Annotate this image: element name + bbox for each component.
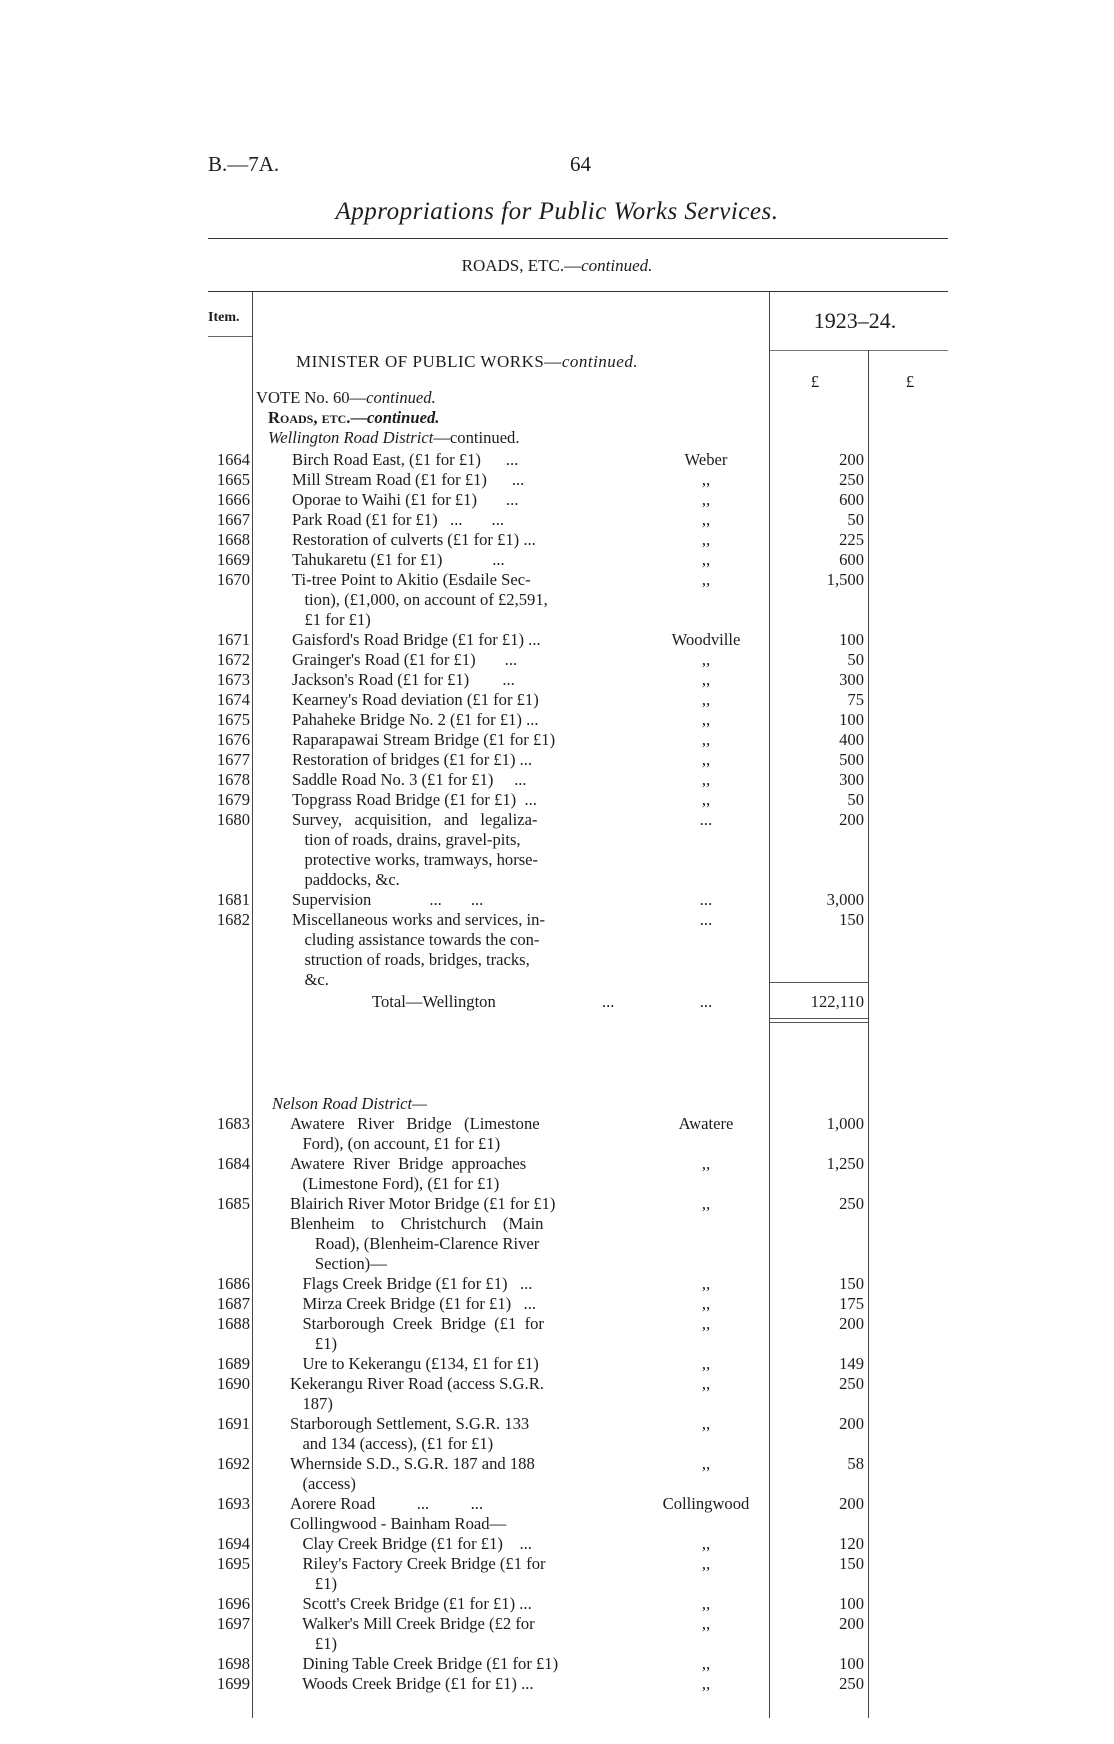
item-description: and 134 (access), (£1 for £1) [290, 1434, 494, 1453]
item-description: Walker's Mill Creek Bridge (£2 for [290, 1614, 535, 1633]
district-heading: Nelson Road District— [272, 1094, 427, 1113]
year-column-header: 1923–24. [813, 308, 897, 333]
district-name: ,, [701, 550, 711, 569]
district-name: Collingwood [662, 1494, 750, 1513]
amount: 600 [839, 550, 864, 569]
district-name: ,, [701, 1314, 711, 1333]
ministry-heading: MINISTER OF PUBLIC WORKS—continued. [296, 352, 639, 371]
amount: 250 [839, 1374, 864, 1393]
item-number: 1694 [216, 1534, 250, 1553]
district-name: ,, [701, 530, 711, 549]
item-number: 1679 [216, 790, 250, 809]
item-description: Road), (Blenheim-Clarence River [290, 1234, 540, 1253]
pound-label: £ [905, 372, 915, 391]
item-description: Kekerangu River Road (access S.G.R. [290, 1374, 544, 1393]
district-name: ,, [701, 770, 711, 789]
item-number: 1699 [216, 1674, 250, 1693]
amount: 600 [839, 490, 864, 509]
item-number: 1692 [216, 1454, 250, 1473]
item-description: Blairich River Motor Bridge (£1 for £1) [290, 1194, 556, 1213]
item-description: Saddle Road No. 3 (£1 for £1) ... [292, 770, 527, 789]
amount: 58 [847, 1454, 864, 1473]
district-name: ,, [701, 750, 711, 769]
amount: 250 [839, 470, 864, 489]
item-description: (Limestone Ford), (£1 for £1) [290, 1174, 500, 1193]
item-description: Miscellaneous works and services, in- [292, 910, 545, 929]
item-description: £1) [290, 1634, 338, 1653]
amount: 300 [839, 770, 864, 789]
item-number: 1678 [216, 770, 250, 789]
item-number: 1674 [216, 690, 250, 709]
item-description: Tahukaretu (£1 for £1) ... [292, 550, 505, 569]
district-heading: Wellington Road District—continued. [268, 428, 520, 447]
district-name: ,, [701, 510, 711, 529]
district-name: ,, [701, 1454, 711, 1473]
item-description: Park Road (£1 for £1) ... ... [292, 510, 504, 529]
district-name: ,, [701, 1294, 711, 1313]
item-number: 1695 [216, 1554, 250, 1573]
divider [208, 336, 252, 337]
item-description: Mirza Creek Bridge (£1 for £1) ... [290, 1294, 537, 1313]
amount: 250 [839, 1194, 864, 1213]
district-name: ... [699, 810, 713, 829]
item-description: Ure to Kekerangu (£134, £1 for £1) [290, 1354, 539, 1373]
item-number: 1669 [216, 550, 250, 569]
divider [208, 238, 948, 239]
item-number: 1665 [216, 470, 250, 489]
amount: 200 [839, 1414, 864, 1433]
amount: 100 [839, 1654, 864, 1673]
item-number: 1672 [216, 650, 250, 669]
item-description: struction of roads, bridges, tracks, [292, 950, 530, 969]
item-description: cluding assistance towards the con- [292, 930, 540, 949]
item-number: 1690 [216, 1374, 250, 1393]
amount: 1,000 [826, 1114, 864, 1133]
item-description: tion), (£1,000, on account of £2,591, [292, 590, 548, 609]
item-description: Section)— [290, 1254, 387, 1273]
divider [770, 1018, 868, 1019]
item-description: Survey, acquisition, and legaliza- [292, 810, 538, 829]
item-number: 1667 [216, 510, 250, 529]
item-number: 1684 [216, 1154, 250, 1173]
item-description: Riley's Factory Creek Bridge (£1 for [290, 1554, 546, 1573]
district-name: ,, [701, 1194, 711, 1213]
item-number: 1689 [216, 1354, 250, 1373]
amount: 149 [839, 1354, 864, 1373]
amount: 75 [847, 690, 864, 709]
district-name: Woodville [671, 630, 741, 649]
item-description: Dining Table Creek Bridge (£1 for £1) [290, 1654, 559, 1673]
item-number: 1680 [216, 810, 250, 829]
amount: 200 [839, 810, 864, 829]
item-description: Supervision ... ... [292, 890, 484, 909]
district-name: Awatere [678, 1114, 734, 1133]
district-name: ... [699, 910, 713, 929]
item-description: Jackson's Road (£1 for £1) ... [292, 670, 515, 689]
district-name: ,, [701, 1674, 711, 1693]
total-label: Total—Wellington [372, 992, 496, 1011]
item-description: Awatere River Bridge (Limestone [290, 1114, 540, 1133]
item-description: paddocks, &c. [292, 870, 400, 889]
item-number: 1687 [216, 1294, 250, 1313]
item-description: Flags Creek Bridge (£1 for £1) ... [290, 1274, 533, 1293]
item-number: 1682 [216, 910, 250, 929]
item-description: protective works, tramways, horse- [292, 850, 539, 869]
amount: 225 [839, 530, 864, 549]
district-name: ... [699, 890, 713, 909]
item-description: Woods Creek Bridge (£1 for £1) ... [290, 1674, 534, 1693]
district-name: ,, [701, 1414, 711, 1433]
divider [770, 350, 948, 351]
district-name: ,, [701, 1654, 711, 1673]
amount: 100 [839, 710, 864, 729]
item-description: Ti-tree Point to Akitio (Esdaile Sec- [292, 570, 531, 589]
item-description: Grainger's Road (£1 for £1) ... [292, 650, 518, 669]
amount: 150 [839, 1554, 864, 1573]
district-name: ,, [701, 1374, 711, 1393]
item-description: Pahaheke Bridge No. 2 (£1 for £1) ... [292, 710, 539, 729]
item-number: 1683 [216, 1114, 250, 1133]
district-name: ,, [701, 570, 711, 589]
item-number: 1671 [216, 630, 250, 649]
item-description: Gaisford's Road Bridge (£1 for £1) ... [292, 630, 541, 649]
vote-heading: VOTE No. 60—continued. [256, 388, 436, 407]
item-description: Birch Road East, (£1 for £1) ... [292, 450, 519, 469]
amount: 200 [839, 450, 864, 469]
divider [208, 291, 948, 292]
amount: 50 [847, 650, 864, 669]
document-reference: B.—7A. [208, 152, 280, 176]
district-name: ,, [701, 1354, 711, 1373]
total-amount: 122,110 [810, 992, 864, 1011]
amount: 250 [839, 1674, 864, 1693]
column-rule [252, 292, 253, 1718]
item-description: £1 for £1) [292, 610, 371, 629]
item-description: (access) [290, 1474, 356, 1493]
divider [770, 1022, 868, 1023]
amount: 1,250 [826, 1154, 864, 1173]
page-number: 64 [570, 152, 591, 176]
district-name: ,, [701, 670, 711, 689]
district-name: ,, [701, 1534, 711, 1553]
item-description: Starborough Settlement, S.G.R. 133 [290, 1414, 530, 1433]
item-description: Kearney's Road deviation (£1 for £1) [292, 690, 539, 709]
amount: 100 [839, 1594, 864, 1613]
item-description: £1) [290, 1334, 338, 1353]
item-description: Collingwood - Bainham Road— [290, 1514, 507, 1533]
total-district: ... [699, 992, 713, 1011]
item-description: Topgrass Road Bridge (£1 for £1) ... [292, 790, 537, 809]
item-description: Raparapawai Stream Bridge (£1 for £1) [292, 730, 556, 749]
district-name: Weber [684, 450, 728, 469]
amount: 120 [839, 1534, 864, 1553]
amount: 50 [847, 790, 864, 809]
district-name: ,, [701, 470, 711, 489]
amount: 175 [839, 1294, 864, 1313]
item-number: 1686 [216, 1274, 250, 1293]
amount: 300 [839, 670, 864, 689]
amount: 400 [839, 730, 864, 749]
item-number: 1696 [216, 1594, 250, 1613]
item-number: 1681 [216, 890, 250, 909]
item-number: 1664 [216, 450, 250, 469]
item-column-header: Item. [208, 310, 240, 325]
amount: 1,500 [826, 570, 864, 589]
district-name: ,, [701, 1554, 711, 1573]
district-name: ,, [701, 790, 711, 809]
amount: 200 [839, 1494, 864, 1513]
amount: 500 [839, 750, 864, 769]
item-description: Scott's Creek Bridge (£1 for £1) ... [290, 1594, 532, 1613]
item-description: Clay Creek Bridge (£1 for £1) ... [290, 1534, 532, 1553]
item-number: 1698 [216, 1654, 250, 1673]
item-description: Ford), (on account, £1 for £1) [290, 1134, 501, 1153]
district-name: ,, [701, 1594, 711, 1613]
item-description: tion of roads, drains, gravel-pits, [292, 830, 521, 849]
item-number: 1673 [216, 670, 250, 689]
item-number: 1670 [216, 570, 250, 589]
district-name: ,, [701, 1614, 711, 1633]
item-description: Awatere River Bridge approaches [290, 1154, 527, 1173]
amount: 200 [839, 1314, 864, 1333]
section-heading: ROADS, ETC.—continued. [461, 256, 653, 275]
roads-heading: Roads, etc.—continued. [268, 408, 440, 427]
district-name: ,, [701, 490, 711, 509]
item-description: Aorere Road ... ... [290, 1494, 484, 1513]
amount: 50 [847, 510, 864, 529]
amount: 150 [839, 910, 864, 929]
item-number: 1668 [216, 530, 250, 549]
amount: 3,000 [826, 890, 864, 909]
item-description: Mill Stream Road (£1 for £1) ... [292, 470, 525, 489]
item-description: Starborough Creek Bridge (£1 for [290, 1314, 544, 1333]
column-rule [868, 350, 869, 1718]
divider [770, 982, 868, 983]
item-number: 1685 [216, 1194, 250, 1213]
item-description: Restoration of bridges (£1 for £1) ... [292, 750, 533, 769]
pound-label: £ [810, 372, 820, 391]
item-number: 1688 [216, 1314, 250, 1333]
district-name: ,, [701, 690, 711, 709]
item-number: 1675 [216, 710, 250, 729]
item-number: 1697 [216, 1614, 250, 1633]
page-title: Appropriations for Public Works Services. [335, 198, 779, 225]
district-name: ,, [701, 730, 711, 749]
item-number: 1691 [216, 1414, 250, 1433]
district-name: ,, [701, 710, 711, 729]
amount: 200 [839, 1614, 864, 1633]
item-number: 1677 [216, 750, 250, 769]
district-name: ,, [701, 1154, 711, 1173]
item-number: 1676 [216, 730, 250, 749]
total-dots: ... [602, 992, 615, 1011]
district-name: ,, [701, 650, 711, 669]
item-description: 187) [290, 1394, 333, 1413]
amount: 150 [839, 1274, 864, 1293]
item-description: Blenheim to Christchurch (Main [290, 1214, 544, 1233]
item-number: 1666 [216, 490, 250, 509]
district-name: ,, [701, 1274, 711, 1293]
item-description: Restoration of culverts (£1 for £1) ... [292, 530, 536, 549]
item-description: Oporae to Waihi (£1 for £1) ... [292, 490, 519, 509]
item-description: £1) [290, 1574, 338, 1593]
amount: 100 [839, 630, 864, 649]
item-description: &c. [292, 970, 329, 989]
item-number: 1693 [216, 1494, 250, 1513]
item-description: Whernside S.D., S.G.R. 187 and 188 [290, 1454, 535, 1473]
